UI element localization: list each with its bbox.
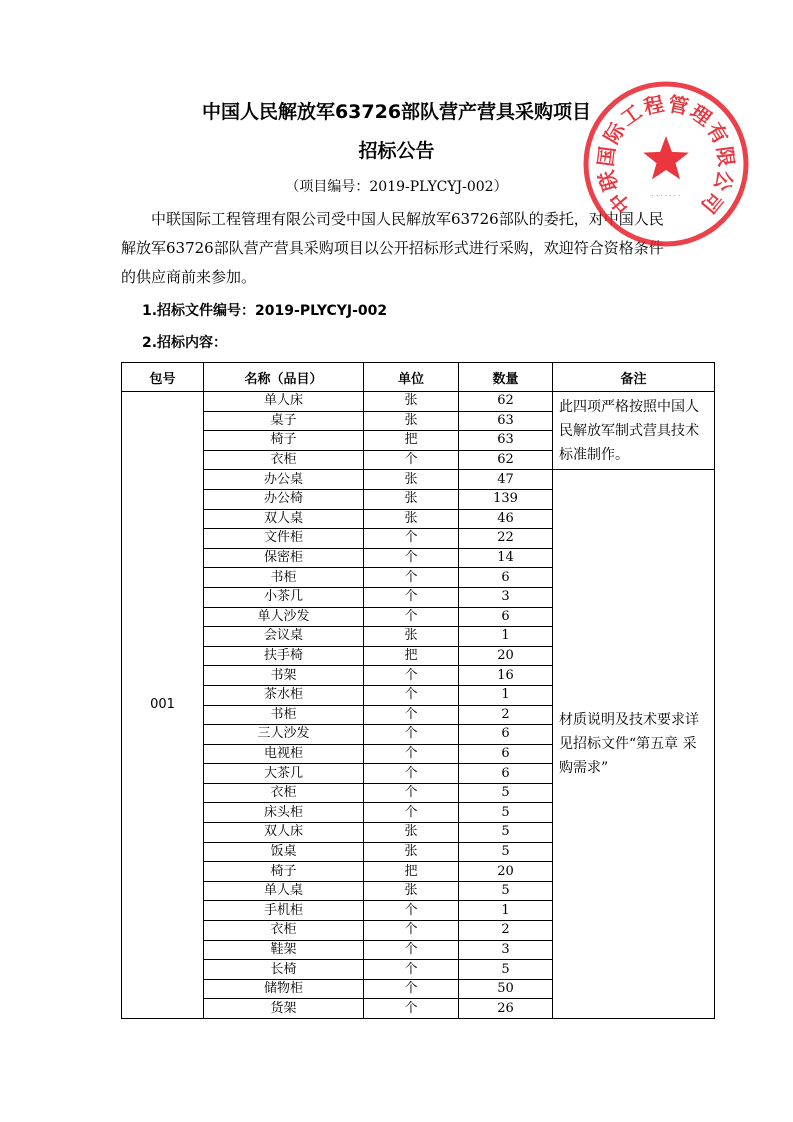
item-quantity: 5 bbox=[459, 783, 553, 803]
item-quantity: 50 bbox=[459, 979, 553, 999]
item-name: 电视柜 bbox=[204, 744, 364, 764]
header-name: 名称（品目） bbox=[204, 363, 364, 392]
item-quantity: 139 bbox=[459, 489, 553, 509]
item-quantity: 20 bbox=[459, 646, 553, 666]
page-subtitle: 招标公告 bbox=[358, 140, 435, 162]
project-code: （项目编号：2019-PLYCYJ-002） bbox=[285, 179, 508, 195]
item-unit: 个 bbox=[364, 705, 459, 725]
item-unit: 张 bbox=[364, 509, 459, 529]
item-name: 大茶几 bbox=[204, 764, 364, 784]
item-unit: 张 bbox=[364, 470, 459, 490]
bid-items-table bbox=[121, 362, 715, 1019]
item-name: 鞋架 bbox=[204, 940, 364, 960]
item-quantity: 1 bbox=[459, 685, 553, 705]
item-name: 单人床 bbox=[204, 392, 364, 412]
item-name: 双人桌 bbox=[204, 509, 364, 529]
seal-star-icon bbox=[643, 136, 689, 179]
item-quantity: 1 bbox=[459, 627, 553, 647]
table-row bbox=[122, 392, 715, 412]
item-quantity: 62 bbox=[459, 392, 553, 412]
item-unit: 个 bbox=[364, 607, 459, 627]
item-unit: 个 bbox=[364, 548, 459, 568]
item-quantity: 1 bbox=[459, 901, 553, 921]
svg-text:公: 公 bbox=[709, 167, 738, 194]
header-unit: 单位 bbox=[364, 363, 459, 392]
item-quantity: 22 bbox=[459, 529, 553, 549]
item-name: 三人沙发 bbox=[204, 725, 364, 745]
item-quantity: 63 bbox=[459, 431, 553, 451]
item-quantity: 3 bbox=[459, 940, 553, 960]
company-seal bbox=[582, 80, 750, 248]
item-unit: 张 bbox=[364, 842, 459, 862]
svg-text:联: 联 bbox=[594, 167, 623, 194]
item-unit: 个 bbox=[364, 783, 459, 803]
item-quantity: 5 bbox=[459, 803, 553, 823]
item-name: 茶水柜 bbox=[204, 685, 364, 705]
item-name: 椅子 bbox=[204, 431, 364, 451]
item-name: 小茶几 bbox=[204, 587, 364, 607]
item-unit: 张 bbox=[364, 489, 459, 509]
item-unit: 个 bbox=[364, 450, 459, 470]
item-name: 单人沙发 bbox=[204, 607, 364, 627]
item-name: 书柜 bbox=[204, 568, 364, 588]
item-quantity: 14 bbox=[459, 548, 553, 568]
item-name: 保密柜 bbox=[204, 548, 364, 568]
item-unit: 个 bbox=[364, 979, 459, 999]
item-quantity: 5 bbox=[459, 960, 553, 980]
header-note: 备注 bbox=[553, 363, 715, 392]
item-unit: 张 bbox=[364, 881, 459, 901]
item-quantity: 47 bbox=[459, 470, 553, 490]
svg-text:· · · · · · ·: · · · · · · · bbox=[651, 192, 681, 200]
item-name: 单人桌 bbox=[204, 881, 364, 901]
item-name: 文件柜 bbox=[204, 529, 364, 549]
item-name: 衣柜 bbox=[204, 921, 364, 941]
item-quantity: 3 bbox=[459, 587, 553, 607]
svg-text:限: 限 bbox=[712, 144, 739, 168]
svg-text:管: 管 bbox=[666, 91, 691, 120]
item-unit: 个 bbox=[364, 725, 459, 745]
header-package: 包号 bbox=[122, 363, 204, 392]
item-unit: 张 bbox=[364, 392, 459, 412]
item-quantity: 5 bbox=[459, 823, 553, 843]
item-quantity: 6 bbox=[459, 568, 553, 588]
item-quantity: 5 bbox=[459, 842, 553, 862]
note-technical: 材质说明及技术要求详见招标文件“第五章 采购需求” bbox=[553, 470, 715, 1019]
item-unit: 个 bbox=[364, 940, 459, 960]
section-bid-content: 2.招标内容： bbox=[142, 335, 228, 351]
item-name: 货架 bbox=[204, 999, 364, 1019]
package-number: 001 bbox=[122, 392, 204, 1019]
item-quantity: 6 bbox=[459, 607, 553, 627]
item-name: 书架 bbox=[204, 666, 364, 686]
item-unit: 个 bbox=[364, 999, 459, 1019]
item-unit: 个 bbox=[364, 960, 459, 980]
item-quantity: 6 bbox=[459, 744, 553, 764]
item-unit: 个 bbox=[364, 685, 459, 705]
svg-text:有: 有 bbox=[702, 118, 733, 148]
item-name: 办公桌 bbox=[204, 470, 364, 490]
item-unit: 张 bbox=[364, 823, 459, 843]
item-name: 会议桌 bbox=[204, 627, 364, 647]
item-unit: 把 bbox=[364, 431, 459, 451]
svg-text:程: 程 bbox=[641, 91, 666, 120]
header-quantity: 数量 bbox=[459, 363, 553, 392]
item-quantity: 20 bbox=[459, 862, 553, 882]
item-quantity: 2 bbox=[459, 921, 553, 941]
svg-text:理: 理 bbox=[685, 99, 716, 131]
item-unit: 个 bbox=[364, 587, 459, 607]
svg-text:工: 工 bbox=[616, 99, 647, 131]
intro-paragraph: 中联国际工程管理有限公司受中国人民解放军63726部队的委托，对中国人民解放军63726部队营产营具采购项目以公开招标形式进行采购，欢迎符合资格条件的供应商前来参加。 bbox=[121, 210, 664, 286]
item-unit: 把 bbox=[364, 646, 459, 666]
item-name: 床头柜 bbox=[204, 803, 364, 823]
table-header-row bbox=[122, 363, 715, 392]
item-quantity: 46 bbox=[459, 509, 553, 529]
item-name: 饭桌 bbox=[204, 842, 364, 862]
note-standard: 此四项严格按照中国人民解放军制式营具技术标准制作。 bbox=[553, 392, 715, 470]
item-unit: 张 bbox=[364, 411, 459, 431]
item-quantity: 5 bbox=[459, 881, 553, 901]
item-name: 桌子 bbox=[204, 411, 364, 431]
item-name: 书柜 bbox=[204, 705, 364, 725]
item-unit: 把 bbox=[364, 862, 459, 882]
item-unit: 个 bbox=[364, 901, 459, 921]
item-name: 双人床 bbox=[204, 823, 364, 843]
item-quantity: 16 bbox=[459, 666, 553, 686]
svg-text:际: 际 bbox=[599, 118, 630, 148]
item-quantity: 62 bbox=[459, 450, 553, 470]
section-bid-number: 1.招标文件编号：2019-PLYCYJ-002 bbox=[142, 303, 388, 319]
item-name: 储物柜 bbox=[204, 979, 364, 999]
item-quantity: 26 bbox=[459, 999, 553, 1019]
item-quantity: 2 bbox=[459, 705, 553, 725]
svg-text:国: 国 bbox=[593, 144, 620, 168]
page-title: 中国人民解放军63726部队营产营具采购项目 bbox=[201, 101, 592, 123]
item-name: 衣柜 bbox=[204, 783, 364, 803]
item-unit: 个 bbox=[364, 568, 459, 588]
svg-text:司: 司 bbox=[696, 187, 728, 218]
item-name: 手机柜 bbox=[204, 901, 364, 921]
item-unit: 张 bbox=[364, 627, 459, 647]
item-name: 长椅 bbox=[204, 960, 364, 980]
table-row bbox=[122, 470, 715, 490]
item-unit: 个 bbox=[364, 764, 459, 784]
item-name: 椅子 bbox=[204, 862, 364, 882]
item-unit: 个 bbox=[364, 921, 459, 941]
item-name: 办公椅 bbox=[204, 489, 364, 509]
item-unit: 个 bbox=[364, 803, 459, 823]
item-quantity: 63 bbox=[459, 411, 553, 431]
svg-text:中: 中 bbox=[604, 187, 636, 218]
item-quantity: 6 bbox=[459, 725, 553, 745]
item-unit: 个 bbox=[364, 666, 459, 686]
item-quantity: 6 bbox=[459, 764, 553, 784]
item-unit: 个 bbox=[364, 529, 459, 549]
item-unit: 个 bbox=[364, 744, 459, 764]
item-name: 衣柜 bbox=[204, 450, 364, 470]
item-name: 扶手椅 bbox=[204, 646, 364, 666]
